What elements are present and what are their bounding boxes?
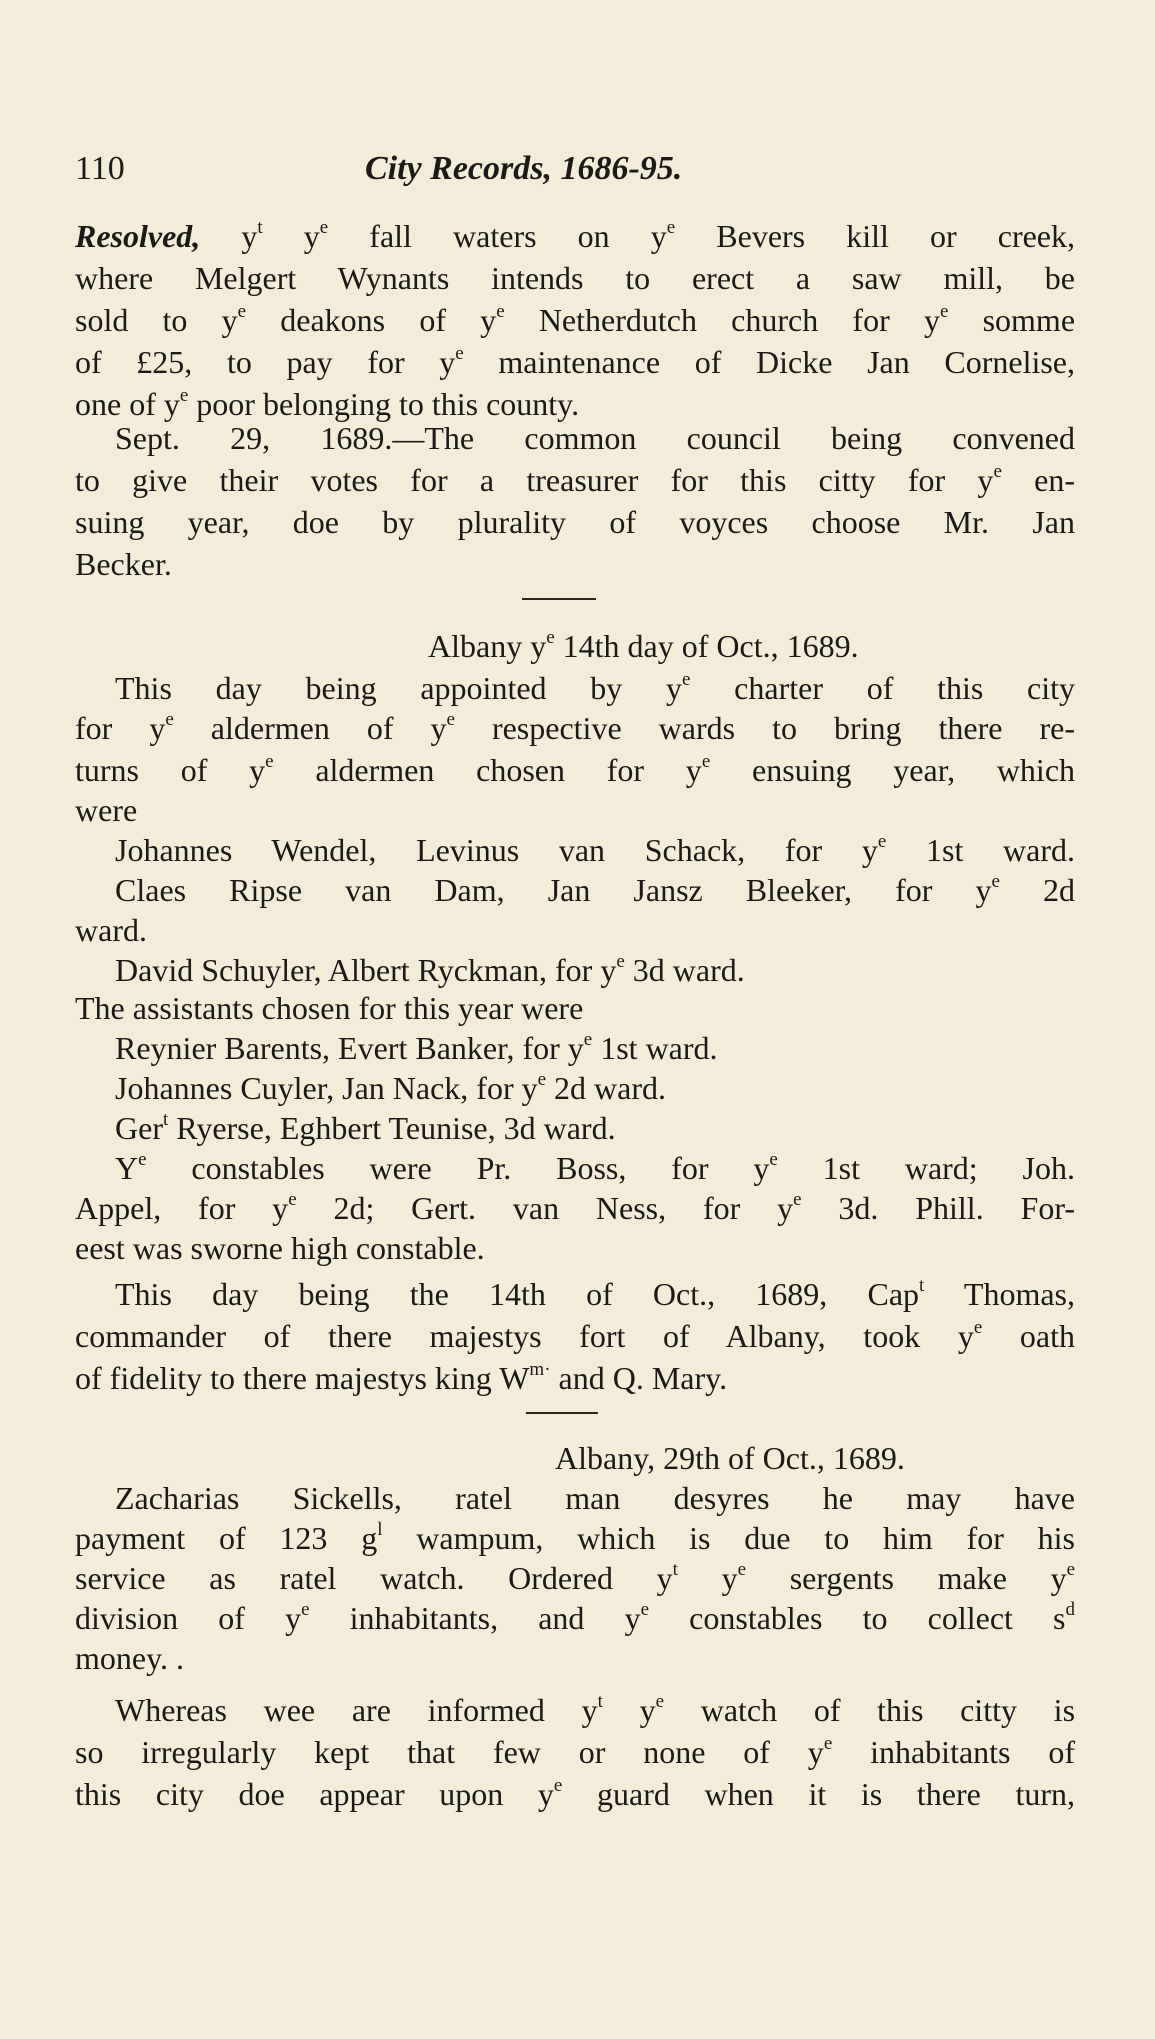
text-line: Reynier Barents, Evert Banker, for $y^e$ 1st ward. — [115, 1028, 718, 1066]
text-line: this city doe appear upon $y^e$ guard when it is there turn, — [75, 1774, 1076, 1812]
text-line: to give their votes for a treasurer for this citty for $y^e$ en- — [75, 460, 1076, 498]
section-date: Albany $y^e$ 14th day of Oct., 1689. — [428, 626, 859, 664]
text-line: ward. — [75, 912, 147, 948]
running-title: City Records, 1686-95. — [365, 150, 683, 187]
text-line: service as ratel watch. Ordered $y^t$ $y^e$ sergents make $y^e$ — [75, 1558, 1076, 1596]
text-line: of fidelity to there majestys king $W^{m\cdot}$ and Q. Mary. — [75, 1358, 728, 1396]
text-line: Zacharias Sickells, ratel man desyres he may have — [115, 1480, 1075, 1516]
text-line: Johannes Cuyler, Jan Nack, for $y^e$ 2d ward. — [115, 1068, 667, 1106]
text-line: commander of there majestys fort of Albany, took $y^e$ oath — [75, 1316, 1076, 1354]
section-date: Albany, 29th of Oct., 1689. — [555, 1440, 905, 1476]
text-line: Johannes Wendel, Levinus van Schack, for $y^e$ 1st ward. — [115, 830, 1075, 868]
text-line: eest was sworne high constable. — [75, 1230, 485, 1266]
text-line: turns of $y^e$ aldermen chosen for $y^e$ ensuing year, which — [75, 750, 1076, 788]
text-line: The assistants chosen for this year were — [75, 990, 584, 1026]
text-line: Whereas wee are informed $y^t$ $y^e$ watch of this citty is — [115, 1690, 1076, 1728]
section-divider — [522, 598, 596, 600]
text-line: This day being the 14th of Oct., 1689, Cap$^t$ Thomas, — [115, 1274, 1076, 1312]
text-line: were — [75, 792, 138, 828]
text-line: of £25, to pay for $y^e$ maintenance of Dicke Jan Cornelise, — [75, 342, 1076, 380]
text-line: Appel, for $y^e$ 2d; Gert. van Ness, for $y^e$ 3d. Phill. For- — [75, 1188, 1076, 1226]
text-line: Resolved, $y^t$ $y^e$ fall waters on $y^e$ Bevers kill or creek, — [75, 216, 1075, 254]
text-line: money. . — [75, 1640, 185, 1676]
text-line: Becker. — [75, 546, 172, 582]
text-line: where Melgert Wynants intends to erect a saw mill, be — [75, 260, 1075, 296]
text-line: for $y^e$ aldermen of $y^e$ respective wards to bring there re- — [75, 708, 1076, 746]
section-divider — [526, 1412, 598, 1414]
text-line: payment of 123 $g^l$ wampum, which is due to him for his — [75, 1518, 1076, 1556]
text-line: David Schuyler, Albert Ryckman, for $y^e$ 3d ward. — [115, 950, 745, 988]
text-line: so irregularly kept that few or none of $y^e$ inhabitants of — [75, 1732, 1076, 1770]
text-line: suing year, doe by plurality of voyces choose Mr. Jan — [75, 504, 1075, 540]
text-line: Sept. 29, 1689.—The common council being convened — [115, 420, 1075, 456]
text-line: Ger$^t$ Ryerse, Eghbert Teunise, 3d ward. — [115, 1108, 616, 1146]
text-line: one of $y^e$ poor belonging to this county. — [75, 384, 580, 422]
text-line: $Y^e$ constables were Pr. Boss, for $y^e$ 1st ward; Joh. — [115, 1148, 1076, 1186]
text-line: This day being appointed by $y^e$ charter of this city — [115, 668, 1076, 706]
page-number: 110 — [75, 150, 125, 187]
text-line: sold to $y^e$ deakons of $y^e$ Netherdutch church for $y^e$ somme — [75, 300, 1076, 338]
page-header — [75, 150, 1075, 198]
text-line: division of $y^e$ inhabitants, and $y^e$ constables to collect $s^d$ — [75, 1598, 1076, 1636]
text-line: Claes Ripse van Dam, Jan Jansz Bleeker, for $y^e$ 2d — [115, 870, 1076, 908]
